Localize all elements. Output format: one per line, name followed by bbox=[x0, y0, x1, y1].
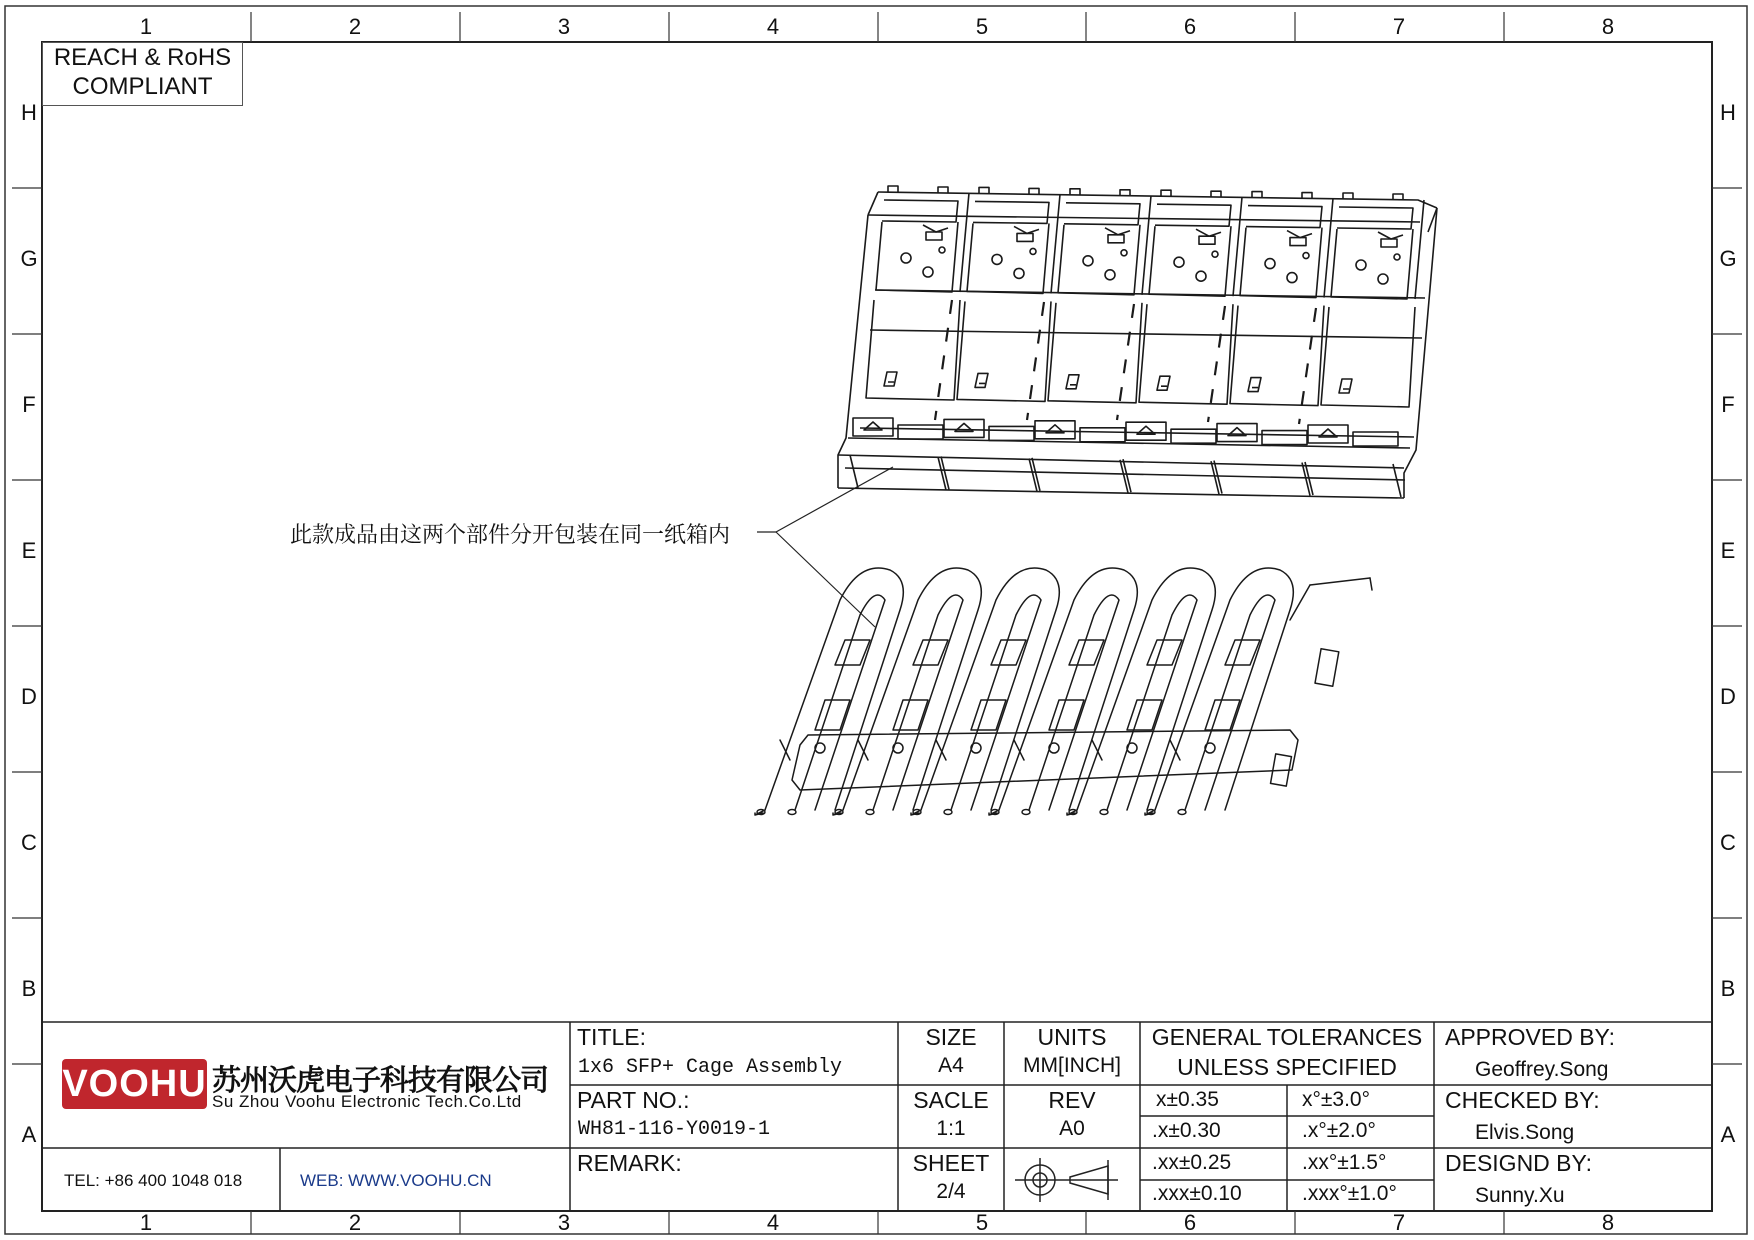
zone-letter: E bbox=[1720, 538, 1736, 563]
zone-letter: D bbox=[1720, 684, 1736, 709]
designed-label: DESIGND BY: bbox=[1445, 1150, 1592, 1176]
company-logo: VOOHU bbox=[62, 1059, 207, 1109]
zone-number: 3 bbox=[557, 1210, 571, 1235]
zone-letter: A bbox=[1720, 1122, 1736, 1147]
zone-letter: H bbox=[1720, 100, 1736, 125]
rev-value: A0 bbox=[1059, 1117, 1085, 1140]
rev-label: REV bbox=[1048, 1087, 1096, 1113]
callout-leader bbox=[757, 467, 893, 627]
size-value: A4 bbox=[938, 1054, 964, 1077]
designed-value: Sunny.Xu bbox=[1475, 1184, 1565, 1207]
zone-letter: H bbox=[21, 100, 37, 125]
zone-number: 6 bbox=[1183, 1210, 1197, 1235]
compliance-box bbox=[42, 42, 243, 106]
compliance-line-2: COMPLIANT bbox=[72, 73, 213, 100]
zone-letter: E bbox=[21, 538, 37, 563]
light-pipe-array-drawing bbox=[755, 568, 1372, 815]
tolerance-angular: .xxx°±1.0° bbox=[1302, 1182, 1397, 1205]
zone-letter: B bbox=[1720, 976, 1736, 1001]
zone-letter: G bbox=[20, 246, 38, 271]
tolerance-linear: .xxx±0.10 bbox=[1152, 1182, 1242, 1205]
zone-letter: D bbox=[21, 684, 37, 709]
zone-number: 8 bbox=[1601, 14, 1615, 39]
zone-number: 4 bbox=[766, 14, 780, 39]
company-tel: TEL: +86 400 1048 018 bbox=[64, 1171, 243, 1190]
zone-number: 1 bbox=[139, 1210, 153, 1235]
zone-number: 7 bbox=[1392, 14, 1406, 39]
tolerance-header-2: UNLESS SPECIFIED bbox=[1177, 1054, 1397, 1080]
first-angle-projection-icon bbox=[1015, 1158, 1118, 1202]
zone-number: 5 bbox=[975, 1210, 989, 1235]
zone-number: 6 bbox=[1183, 14, 1197, 39]
light-pipe-unit bbox=[755, 568, 903, 815]
company-web[interactable]: WEB: WWW.VOOHU.CN bbox=[300, 1171, 492, 1190]
sheet-label: SHEET bbox=[912, 1150, 990, 1176]
tolerance-angular: x°±3.0° bbox=[1302, 1088, 1371, 1111]
zone-letter: F bbox=[22, 392, 36, 417]
scale-label: SACLE bbox=[913, 1087, 989, 1113]
compliance-line-1: REACH & RoHS bbox=[53, 44, 232, 71]
title-label: TITLE: bbox=[577, 1024, 647, 1050]
zone-number: 8 bbox=[1601, 1210, 1615, 1235]
checked-value: Elvis.Song bbox=[1475, 1121, 1575, 1144]
sfp-cage-drawing bbox=[838, 186, 1437, 498]
tolerance-header-1: GENERAL TOLERANCES bbox=[1151, 1024, 1423, 1050]
units-label: UNITS bbox=[1037, 1024, 1107, 1050]
part-no-label: PART NO.: bbox=[577, 1087, 690, 1113]
sheet-value: 2/4 bbox=[936, 1180, 966, 1203]
title-value: 1x6 SFP+ Cage Assembly bbox=[578, 1056, 843, 1079]
tolerance-linear: .x±0.30 bbox=[1152, 1119, 1221, 1142]
company-name-cn: 苏州沃虎电子科技有限公司 bbox=[212, 1063, 549, 1097]
zone-letter: C bbox=[21, 830, 37, 855]
zone-number: 3 bbox=[557, 14, 571, 39]
zone-number: 7 bbox=[1392, 1210, 1406, 1235]
size-label: SIZE bbox=[925, 1024, 977, 1050]
zone-letter: C bbox=[1720, 830, 1736, 855]
zone-letter: B bbox=[21, 976, 37, 1001]
remark-label: REMARK: bbox=[577, 1150, 682, 1176]
zone-letter: A bbox=[21, 1122, 37, 1147]
zone-number: 4 bbox=[766, 1210, 780, 1235]
approved-label: APPROVED BY: bbox=[1445, 1024, 1616, 1050]
packaging-callout: 此款成品由这两个部件分开包装在同一纸箱内 bbox=[290, 523, 731, 548]
approved-value: Geoffrey.Song bbox=[1475, 1058, 1609, 1081]
tolerance-linear: .xx±0.25 bbox=[1152, 1151, 1232, 1174]
tolerance-angular: .x°±2.0° bbox=[1302, 1119, 1376, 1142]
part-no-value: WH81-116-Y0019-1 bbox=[578, 1118, 771, 1141]
zone-letter: F bbox=[1721, 392, 1735, 417]
units-value: MM[INCH] bbox=[1023, 1054, 1121, 1077]
checked-label: CHECKED BY: bbox=[1445, 1087, 1600, 1113]
tolerance-linear: x±0.35 bbox=[1156, 1088, 1219, 1111]
scale-value: 1:1 bbox=[936, 1117, 966, 1140]
company-name-en: Su Zhou Voohu Electronic Tech.Co.Ltd bbox=[212, 1092, 522, 1111]
tolerance-angular: .xx°±1.5° bbox=[1302, 1151, 1387, 1174]
zone-number: 2 bbox=[348, 1210, 362, 1235]
zone-number: 2 bbox=[348, 14, 362, 39]
zone-number: 1 bbox=[139, 14, 153, 39]
zone-number: 5 bbox=[975, 14, 989, 39]
zone-letter: G bbox=[1719, 246, 1737, 271]
